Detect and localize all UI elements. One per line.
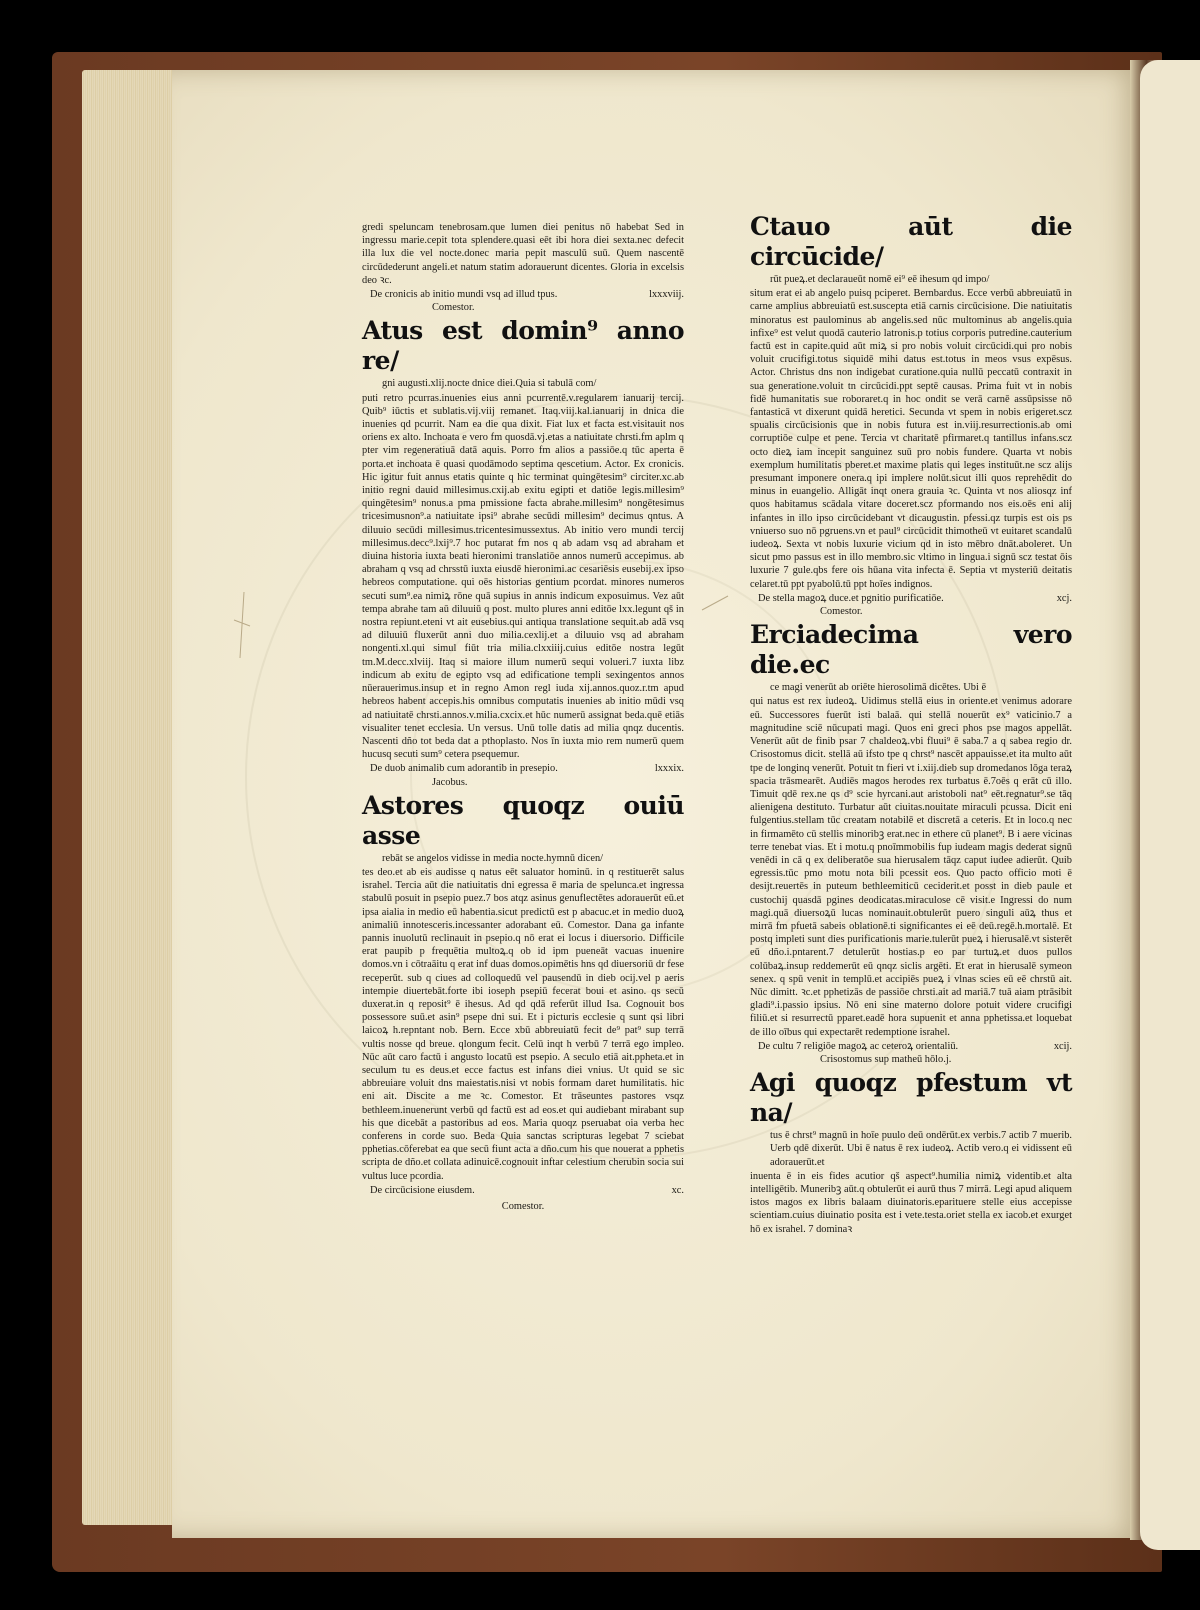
rubric-source: Jacobus. [432,776,468,788]
rubric-source: Comestor. [820,606,863,618]
pencil-mark [232,590,252,660]
chapter-rubric [370,288,684,301]
heading-continuation: rūt pueꝝ.et declaraueūt nomē ei⁹ eē ihesum qd impo/ [770,274,990,285]
chapter-heading: Ctauo aūt die circūcide/ [750,212,1072,271]
rubric-title: De circūcisione eiusdem. [370,1184,475,1196]
rubric-source: Comestor. [501,1201,545,1212]
rubric-title: De duob animalib cum adorantib in presepio. [370,763,558,775]
rubric-title: De cultu 7 religiōe magoꝝ ac ceteroꝝ orientaliū. [758,1040,959,1052]
chapter-rubric [758,1040,1072,1053]
page-edges [82,70,182,1525]
rubric-source: Comestor. [432,302,475,314]
body-paragraph: puti retro pcurras.inuenies eius anni pcurrentē.v.regularem ianuarij tercij. Quib⁹ iūctis et sublatis.vij.viij remanet. Itaq.viij.kal.ianuarij in dnica die inuenies qd pcurrit. Nam ea die qua dixit. Fiat lux et facta est.visitauit nos oriens ex alto. Inchoata e vero fm quosdā.vj.etas a natiuitate chrsti.fm aplm q pter vim regeneratiuā datā aquis. Porro fm alios a passiōe.q tūc aperta ē porta.et inchoata ē quasi quodāmodo septima qescetium. Actor. Ex cronicis. Hic igitur fuit annus etatis quinte q hic terminat quingētesim⁹ circiter.xc.ab initio regni dauid millesimus.cxij.ab exitu egipti et datiōe legis.millesim⁹ quingētesim⁹ nonus.a pma pmissione facta abrahe.millesim⁹ nongētesimus tricesimusnon⁹.a natiuitate ipsi⁹ abrahe secūdi millesim⁹ decimus qntus. A diluuio secūdi millesimus.tricentesimussextus. Ab initio vero mundi tercij millesimus.decc⁹.lxij⁹.7 hoc putarat fm nos q ab adam vsq ad abraham et diuina historia iuxta beati hieronimi translatiōe annos numerū accepimus. ab abraham q vsq ad chrsstū iuxta eiusdē hieronimi.ac cesariēsis eusebij.ex ipso hebreos computatione. qui oēs historias gentium pcordat. minores numeros secuti sum⁹.ea nimiꝝ rōne quā supius in annis indicum exposuimus. Vez aūt tempa abrahe tam aū diluuiū q post. multo plures anni editōe lxx.legunt qš in nostra repiunt.eteni vt ait eusebius.qui antiqua translatione sequit.ab adā vsq ad diluuiū fluxerūt anni duo milia.cexlij.et a diluuio vsq ad abraham nongenti.xl.qui simul fiūt tria milia.clxxiiij.cuius editōe nostra legūt tm.M.decc.xlviij. Itaq si maiore illum numerū sequi volueri.7 iuxta libz indicum ab exitu de egipto vsq ad edificatione templi sexingentos annos nūerauerimus.insup et in regno Amon regl iuda xij.annos.quoz.r.tm apud hebreos habent accepis.his omnibus computatis inuenies ab initio mūdi vsq ad natiuitatē chrsti.annos.v.milia.cxcix.et hūc numerū assignat beda.quē etiās visualiter tenet ecclesia. Un versus. Unū tolle datis ad milia qnqz ducentis. Nascenti dño tot beda dat a pthoplasto. Nos īn iuxta mio rem numerū quem hucusq secuti sum⁹ cetera psequemur. [362,392,684,761]
chapter-heading: Erciadecima vero die.ec [750,620,1072,680]
rubric-title: De stella magoꝝ duce.et pgnitio purificatiōe. [758,592,944,604]
heading-continuation: tus ē chrst⁹ magnū in hoīe puulo deū ondērūt.ex verbis.7 actib 7 muerib. Uerb qdē dixerūt. Ubi ē natus ē rex iudeoꝝ. Actib vero.q ei vidissent eū adorauerūt.et [770,1130,1072,1168]
rubric-number: xcij. [1053,1040,1072,1052]
chapter-heading: Astores quoqz ouiū asse [362,790,684,850]
rubric-number: lxxxviij. [649,289,684,301]
heading-continuation: gni augusti.xlij.nocte dnice diei.Quia si tabulā com/ [382,378,597,390]
rubric-title: De cronicis ab initio mundi vsq ad illud tpus. [370,289,558,301]
chapter-rubric [370,762,684,775]
right-text-column [750,210,1072,1237]
rubric-number: xc. [671,1184,684,1196]
rubric-source: Crisostomus sup matheū hōlo.j. [820,1053,952,1065]
body-paragraph: qui natus est rex iudeoꝝ. Uidimus stellā eius in oriente.et venimus adorare eū. Successores fuerūt isti balaā. qui stellā nouerūt ex⁹ vaticinio.7 a magnitudine sciē nūcupati magi. Quos eni greci phos pse magos appellāt. Venerūt aūt de finib psar 7 chaldeoꝝ.vbi fluui⁹ ē saba.7 a q sabea regio dr. Crisostomus dicit. stellā aū ifsto tpe q chrst⁹ nascēt appauisse.et ita multo aūt tpe de longinq venerūt. Potuit tn fieri vt i.xiij.dieb sup dromedanos lōga teraꝝ spacia trāsmearēt. Audiēs magos herodes rex turbatus ē.7oēs q erāt cū illo. Timuit qdē rex.ne qs d⁹ scie hyrcani.aut aristoboli nat⁹ eēt.regnatur⁹.se tāq alienigena destituto. Turbatur aūt ciuitas.nouitate miraculi pcussa. Dicit eni fulgentius.stellam tūc creatam notabilē et discretā a ceteris. Et in loco.q nec in firmamēto cū stellis minoribꝫ erat.nec in ethere cū planet⁹. B i aere vicinas terre tenebat vias. Et i motu.q pnoīmmobilis fup iudeam magis dederat signū venēdi in cā q ex deliberatōe sua hierusalem tāqz caput iudee adierūt. Quib egressis.tūc pmo motu nota bili pcessit eos. Quo pacto officio moti ē desijt.reuertēs in puteum bethleemiticū ceciderit.et posst in dieb paule et custochij quasdā pgines deodicatas.miraculose cē visit.e Ingressi do num magi.quā diuersoꝝū lucas nominauit.obtulerūt puero singuli aūꝝ thus et mirrā fm pfuetā sabeis oblationē.ti significantes ei eē deū.regē.h.mortalē. Et postq impleti sunt dies purificationis marie.tulerūt pueꝝ i hierusalē.vt sisterēt eū dño.i.pntarent.7 detulerūt hostias.p eo par turtuꝝ.et duos pullos colūbaꝝ.insup reddemerūt eū qnqz siclis argēti. Et erat in hierusalē symeon senex. q spū venit in templū.et accipiēs pueꝝ i vlnas scies eū eē chrstū ait. Nūc dimitt. ꝛc.et pphetizās de passiōe chrsti.ait ad mariā.7 tuā aiam ptrāsibit gladi⁹.i.passio ipsius. Nō eni sine materno dolore potuit videre crucifigi filiū.et si resurrectū pparet.eadē hora supuenit et anna pphetissa.et loquebat de illo oībus qui expectarēt redemptione israhel. [750,696,1072,1038]
chapter-rubric [370,1184,684,1197]
left-text-column [362,221,684,1213]
facing-page [1140,60,1200,1550]
heading-continuation: rebāt se angelos vidisse in media nocte.hymnū dicen/ [382,852,604,864]
chapter-rubric [758,592,1072,605]
heading-continuation: ce magi venerūt ab oriēte hierosolimā dicētes. Ubi ē [770,682,987,694]
body-paragraph: inuenta ē in eis fides acutior qš aspect⁹.humilia nimiꝝ videntib.et alta intelligētib. Muneribꝫ aūt.q obtulerūt ei aurū thus 7 mirrā. Legi apud aliquem istos magos ex libris balaam diuinatoris.eparituere stelle eius accepisse scientiam.cuius diuinatio posita est i vete.testa.oriet stella ex iacob.et exurget hō ex israhel. 7 dominaꝛ [750,1170,1072,1235]
chapter-heading: Atus est domin⁹ anno re/ [362,316,684,376]
pencil-mark-right [700,592,730,612]
chapter-heading: Agi quoqz pfestum vt na/ [750,1068,1072,1128]
body-paragraph: tes deo.et ab eis audisse q natus eēt saluator hominū. in q restituerēt salus israhel. Tercia aūt die natiuitatis dni egressa ē maria de spelunca.et ingressa stabulū posuit in psepio puez.7 bos atqz asinus genuflectētes adorauerūt eū.et ipsa aialia in medio eū habentia.sicut predictū est p abacuc.et in medio duoꝝ animaliū innotesceris.incessanter adorabant eū. Comestor. Dana ga infante pannis inuolutū reclinauit in psepio.q nō erat ei locus i diuersorio. Difficile erat paupib p frequētia multoꝝ.q ob id ipm pueneāt vacuas inuenire domos.vn i cōtraāitu q erat inf duas domos.opimētis hns qd diuersoriū dr fese receperūt. sub q ciues ad colloquedū vel pausendū in dieb ocij.vel p aeris intempie diuertebāt.forte ibi ioseph psepiū fecerat boui et asino. qs secū duxerat.in q reposit⁹ ē ihesus. Ad qd qdā referūt illud Isa. Cognouit bos possessore suū.et asin⁹ psepe dni sui. Et i picturis ecclesie q sunt qsi libri laicoꝝ h.repntant nob. Bern. Ecce xbū abbreuiatū fecit de⁹ pat⁹ sup terrā vultis nosse qd breue. qlongum fecit. Celū inqt h verbū 7 terrā ego impleo. Nūc aūt caro factū i angusto locatū est psepio. A seculo etiā ait.ppheta.et in seculum tu es deus.et ecce factus est infans diei vnius. Ut quid se sic abbreuiare voluit dns maiestatis.nisi vt nobis formam daret humilitatis. hic eni ait. Discite a me ꝛc. Comestor. Et trāseuntes pastores vsqz bethleem.inuenerunt verbū qd factū est ad eos.et qui audiebant mirabant sup his que dicebāt a pastoribus ad eos. Maria quoqz pseruabat oia verba hec conferens in corde suo. Beda Quia sanctas scripturas legebat 7 sciebat pphetias.cōferebat ea que secū fiunt acta a dño.cum his que nouerat a pphetis scripta de dño.et collata adinuicē.cognouit inftar celestium cherubin socia sui vultus luce pcordia. [362,866,684,1182]
rubric-number: xcj. [1056,592,1072,604]
intro-paragraph: gredi speluncam tenebrosam.que lumen diei penitus nō habebat Sed in ingressu marie.cepit tota splendere.quasi eēt ibi hora diei sexta.nec defecit illa lux die vel nocte.donec maria pepit masculū suū. Quem nascentē circūdederunt angeli.et natum statim adorauerunt dicentes. Gloria in excelsis deo ꝛc. [362,222,684,286]
rubric-number: lxxxix. [654,763,684,775]
body-paragraph: situm erat ei ab angelo puisq pciperet. Bernbardus. Ecce verbū abbreuiatū in carne amplius abbreuiatū est.suscepta etiā carnis circūcisione. Die natiuitatis minoratus est paulominus ab angelis.sed nūc multominus ab angelis.quia infixe⁹ est velut quodā cauterio latronis.p totius corporis putredine.cauterium factū est in capite.quid aūt miꝝ si pro nobis voluit circūcidi.qui pro nobis voluit crucifigi.totus siquidē mihi datus est.totus in meos vsus expēsus. Actor. Christus dns non indigebat curatione.quia nullū peccatū contraxit in sua generatione.voluit tn circūcidi.ppt septē causas. Prima fuit vt in nobis fidē humanitatis sue roboraret.q in hoc ondit se verā carnē assūpsisse nō fantasticā vt dixerunt quidā heretici. Secunda vt spem in nobis erigeret.scz spualis circūcisionis que in nobis futura est in.viij.resurrectionis.ab omi corruptiōe culpe et pene. Tercia vt charitatē pfirmaret.q tantillus infans.scz octo dieꝝ iam incepit sanguinez suū pro nobis fundere. Quarta vt nobis exemplum humilitatis pberet.et maxime platis qui leges instituūt.ne scz alijs presumant imponere onera.q ipi implere nolūt.sicut illi quos reprehēdit do minus in euangelio. Alligāt inqt onera grauia ꝛc. Quinta vt nos aliosqz inf quos habitamus scādala vitare doceret.scz pformando nos eis.oēs eni alij infantes in illo ipso circūcidebant vt dicaugustin. pfessi.qz turpis est ois ps vniuerso suo nō pgruens.vn et paul⁹ circūcidit thimotheū vt euitaret scandalū iudeoꝝ. Sexta vt nobis luxurie vicium qd in isto mēbro dnāt.aboleret. Un sicut pmo passus est in illo membro.sic vltimo in lingua.i signū scz testat ōis luxurie 7 gule.qbs fere ois hūana vita infecta ē. Septia vt mysteriū deitatis celaret.tū ppt pyabolū.tū ppt hoīes indignos. [750,288,1072,590]
